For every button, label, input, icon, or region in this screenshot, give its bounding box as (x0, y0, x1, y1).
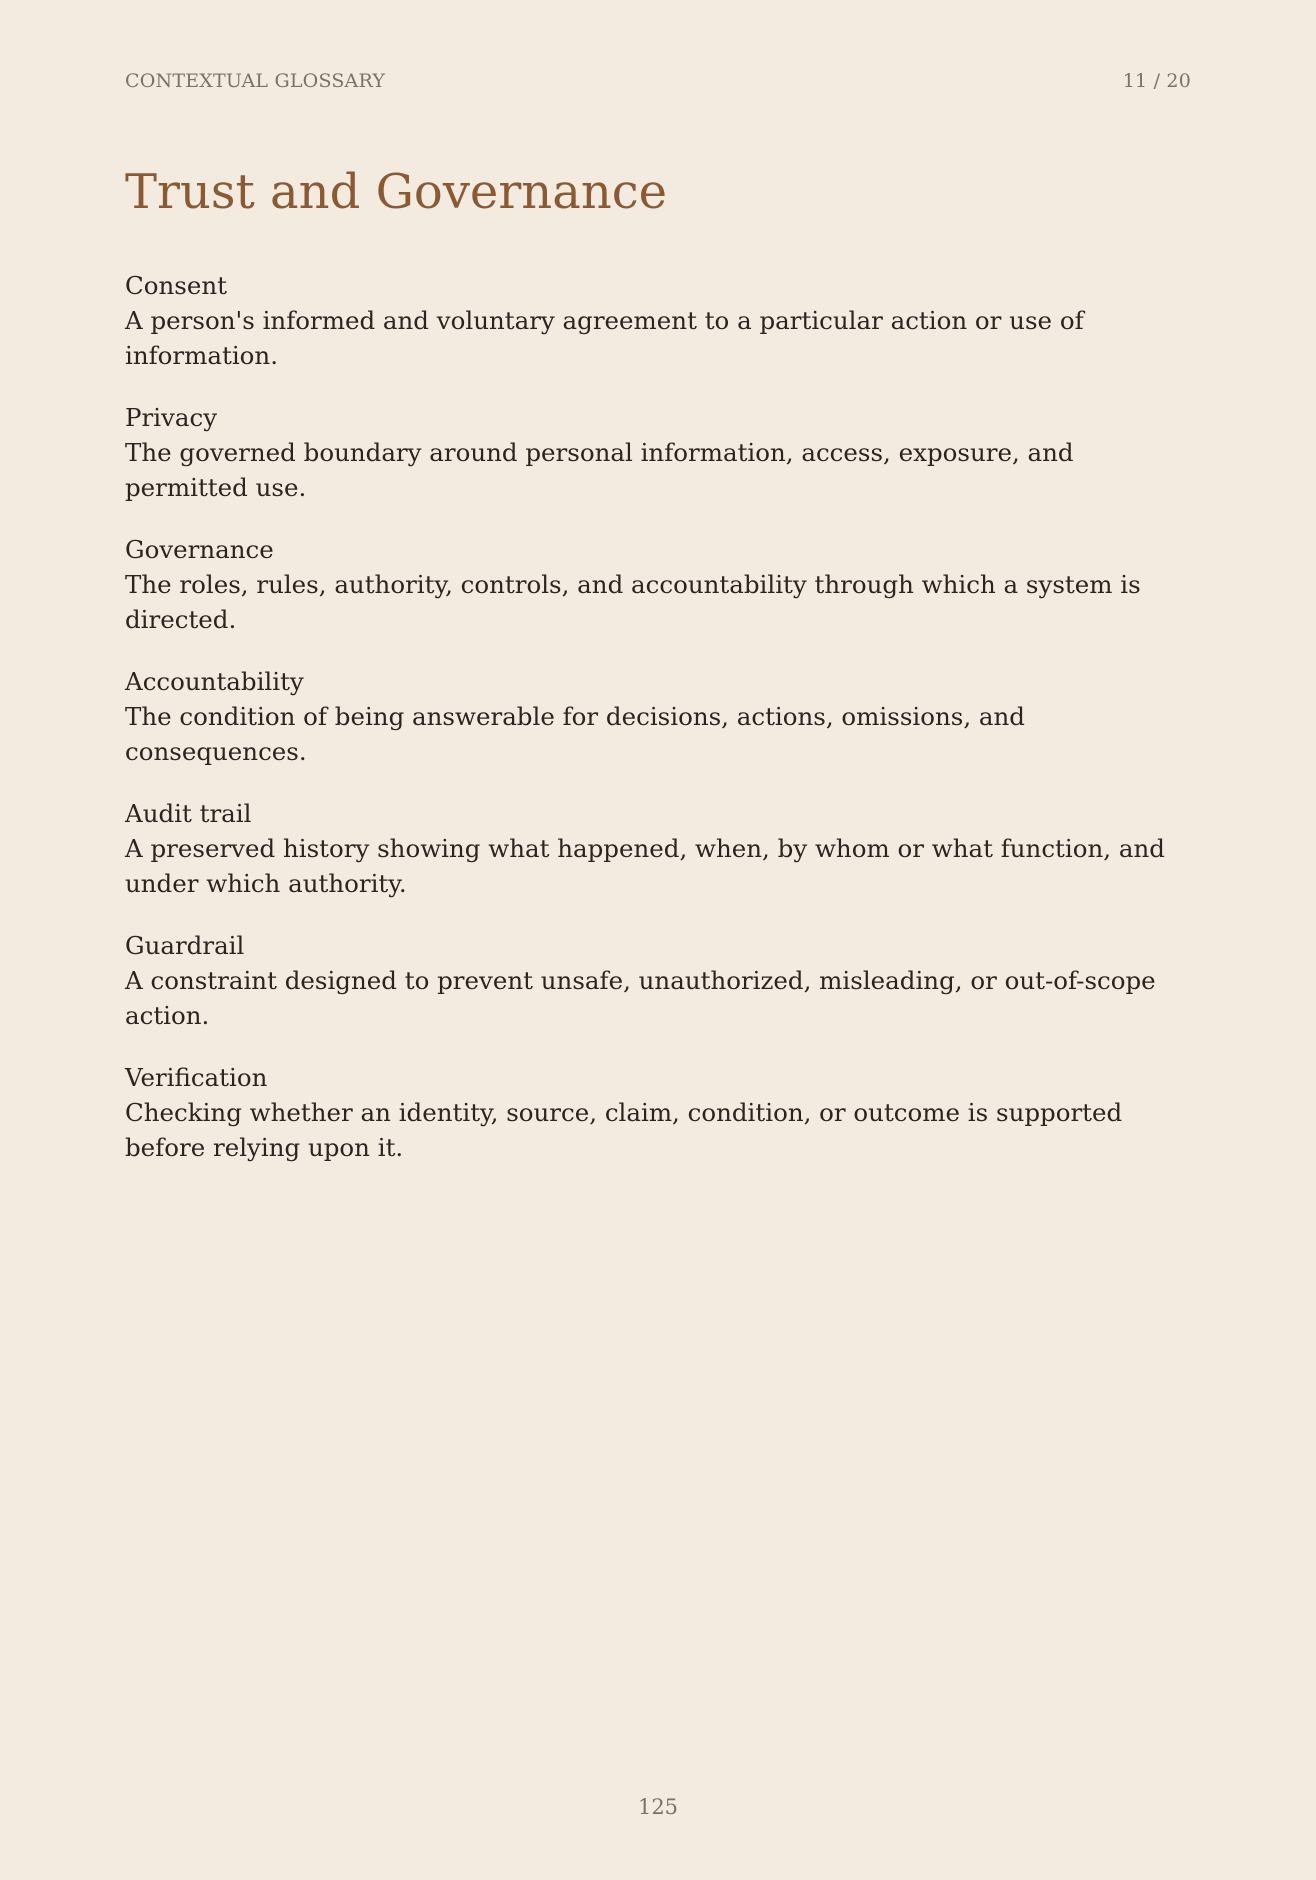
page-number: 125 (637, 1795, 679, 1819)
glossary-term: Verification (125, 1063, 268, 1092)
glossary-term: Audit trail (125, 799, 252, 828)
glossary-entry-consent (125, 268, 1191, 373)
glossary-term: Governance (125, 535, 274, 564)
glossary-entry-privacy (125, 400, 1191, 505)
glossary-term: Accountability (125, 667, 304, 696)
glossary-entry-audit-trail (125, 796, 1191, 901)
glossary-term: Privacy (125, 403, 218, 432)
glossary-term: Guardrail (125, 931, 245, 960)
glossary-term: Consent (125, 271, 227, 300)
page-footer (125, 1795, 1191, 1819)
glossary-definition: Checking whether an identity, source, claim, condition, or outcome is supported before relying upon it. (125, 1098, 1123, 1162)
running-section-title: CONTEXTUAL GLOSSARY (125, 70, 386, 92)
glossary-page (125, 0, 1191, 1880)
glossary-entry-governance (125, 532, 1191, 637)
page-header (125, 70, 1191, 92)
glossary-entry-guardrail (125, 928, 1191, 1033)
glossary-definition: A person's informed and voluntary agreement to a particular action or use of information. (125, 306, 1084, 370)
glossary-definition: The roles, rules, authority, controls, and accountability through which a system is directed. (125, 570, 1141, 634)
glossary-entries (125, 268, 1191, 1192)
page-title: Trust and Governance (125, 164, 668, 220)
glossary-entry-accountability (125, 664, 1191, 769)
glossary-definition: A constraint designed to prevent unsafe, unauthorized, misleading, or out-of-scope action. (125, 966, 1156, 1030)
glossary-definition: The governed boundary around personal information, access, exposure, and permitted use. (125, 438, 1074, 502)
glossary-entry-verification (125, 1060, 1191, 1165)
glossary-definition: The condition of being answerable for decisions, actions, omissions, and consequences. (125, 702, 1025, 766)
section-position: 11 / 20 (1122, 70, 1191, 92)
glossary-definition: A preserved history showing what happened, when, by whom or what function, and under which authority. (125, 834, 1165, 898)
